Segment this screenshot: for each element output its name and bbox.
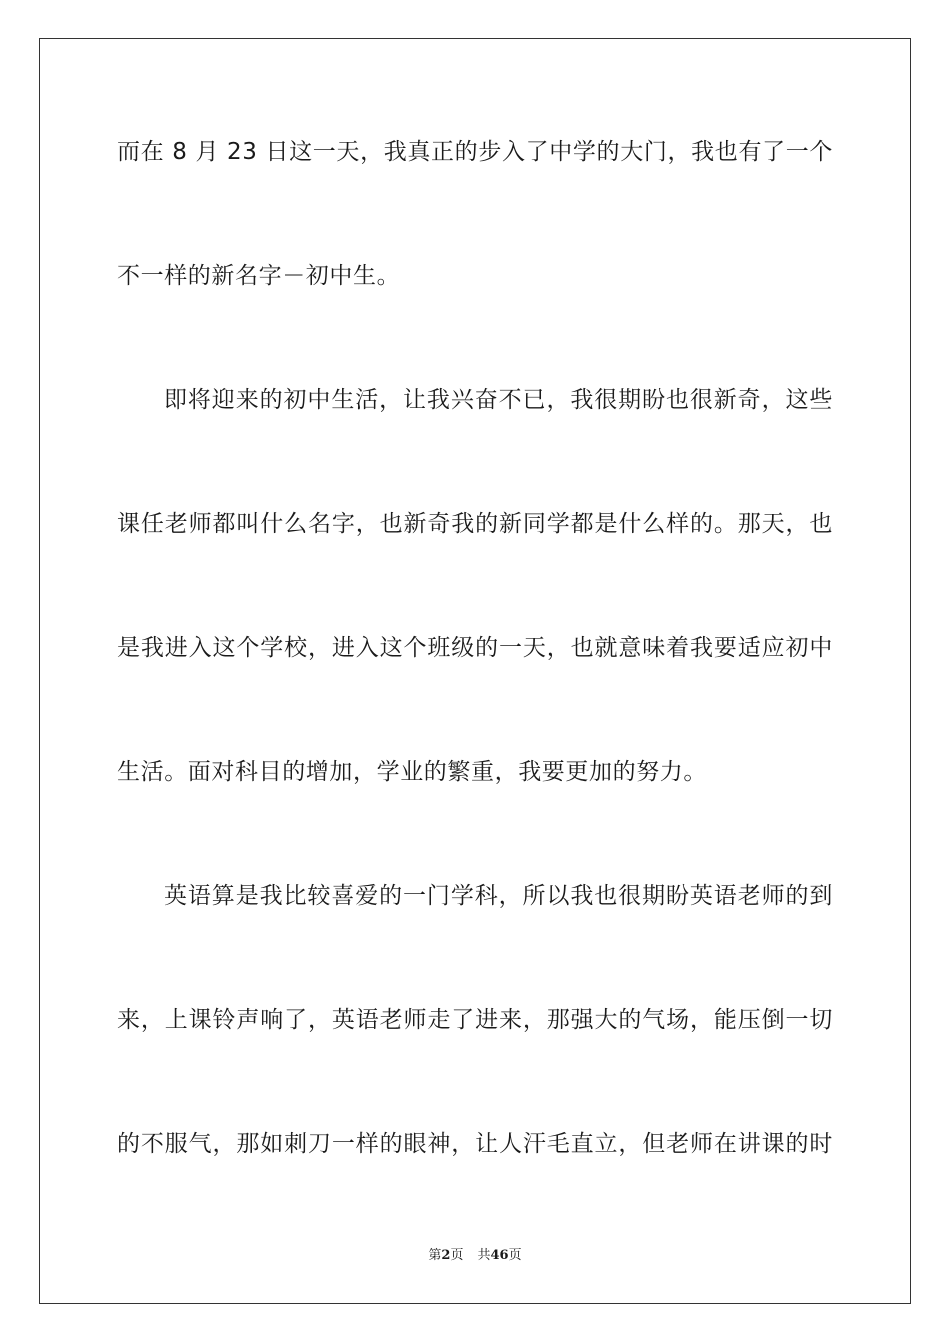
text-line-9: 的不服气，那如刺刀一样的眼神，让人汗毛直立，但老师在讲课的时 [117, 1131, 833, 1157]
text-line-3: 即将迎来的初中生活，让我兴奋不已，我很期盼也很新奇，这些 [164, 387, 833, 413]
text-line-2: 不一样的新名字－初中生。 [117, 263, 401, 289]
page-suffix: 页 [450, 1248, 464, 1263]
page-prefix: 第 [428, 1248, 442, 1263]
total-suffix: 页 [508, 1248, 522, 1263]
text-line-8: 来，上课铃声响了，英语老师走了进来，那强大的气场，能压倒一切 [117, 1007, 833, 1033]
total-prefix: 共 [477, 1248, 491, 1263]
text-line-1: 而在 8 月 23 日这一天，我真正的步入了中学的大门，我也有了一个 [117, 139, 833, 165]
text-line-5: 是我进入这个学校，进入这个班级的一天，也就意味着我要适应初中 [117, 635, 833, 661]
page-border [39, 38, 911, 1304]
text-line-6: 生活。面对科目的增加，学业的繁重，我要更加的努力。 [117, 759, 707, 785]
page-number: 2 [441, 1248, 451, 1263]
text-line-4: 课任老师都叫什么名字，也新奇我的新同学都是什么样的。那天，也 [117, 511, 833, 537]
page-footer [0, 1247, 950, 1265]
text-line-7: 英语算是我比较喜爱的一门学科，所以我也很期盼英语老师的到 [164, 883, 833, 909]
total-pages: 46 [490, 1248, 509, 1263]
